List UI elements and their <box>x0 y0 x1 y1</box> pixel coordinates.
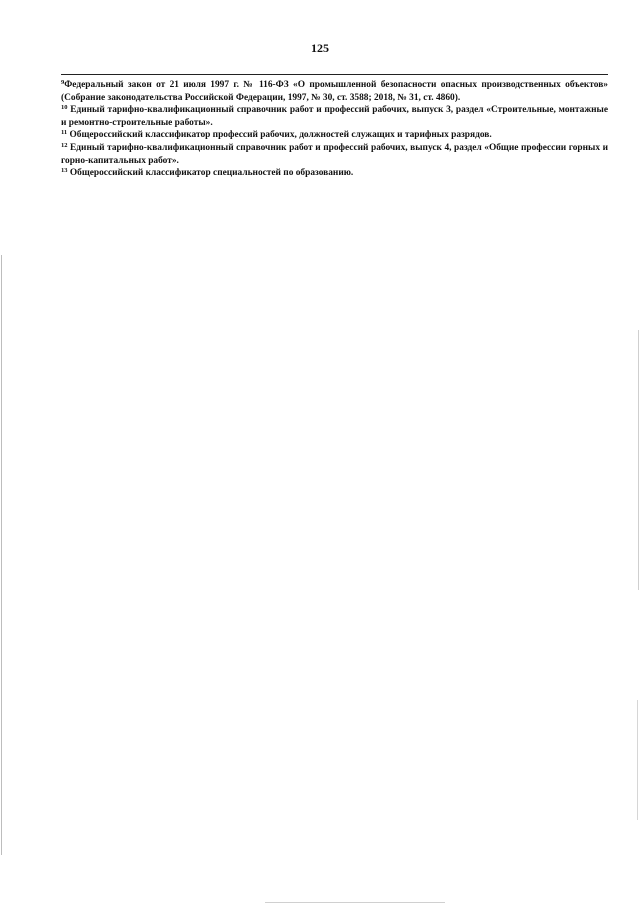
footnote-separator <box>61 74 608 75</box>
page-number: 125 <box>311 41 329 55</box>
scan-edge-right <box>638 330 639 590</box>
footnote-mark: 10 <box>61 104 68 112</box>
footnote-11 <box>61 129 608 142</box>
footnote-10 <box>61 104 608 129</box>
footnote-text: Общероссийский классификатор специальностей по образованию. <box>67 168 354 179</box>
footnote-12 <box>61 142 608 167</box>
footnote-text: Федеральный закон от 21 июля 1997 г. № 116-ФЗ «О промышленной безопасности опасных производственных объектов» (Собрание законодательства Российской Федерации, 1997, № 30, ст. 3588; 2018, № 31, ст. 4860). <box>61 80 608 103</box>
scan-edge-left <box>1 255 2 855</box>
scan-edge-right-lower <box>637 700 638 820</box>
footnote-mark: 11 <box>61 129 68 137</box>
footnotes-block <box>61 79 608 180</box>
footnote-text: Единый тарифно-квалификационный справочник работ и профессий рабочих, выпуск 3, раздел «Строительные, монтажные и ремонтно-строительные работы». <box>61 105 608 128</box>
footnote-9 <box>61 79 608 104</box>
scan-edge-bottom <box>265 902 445 903</box>
footnote-text: Единый тарифно-квалификационный справочник работ и профессий рабочих, выпуск 4, раздел «Общие профессии горных и горно-капитальных работ». <box>61 142 608 166</box>
footnote-text: Общероссийский классификатор профессий рабочих, должностей служащих и тарифных разрядов. <box>67 130 492 141</box>
footnote-mark: 12 <box>61 141 68 149</box>
footnote-mark: 13 <box>61 167 68 175</box>
footnote-13 <box>61 167 608 180</box>
footnote-mark: 9 <box>61 79 65 86</box>
